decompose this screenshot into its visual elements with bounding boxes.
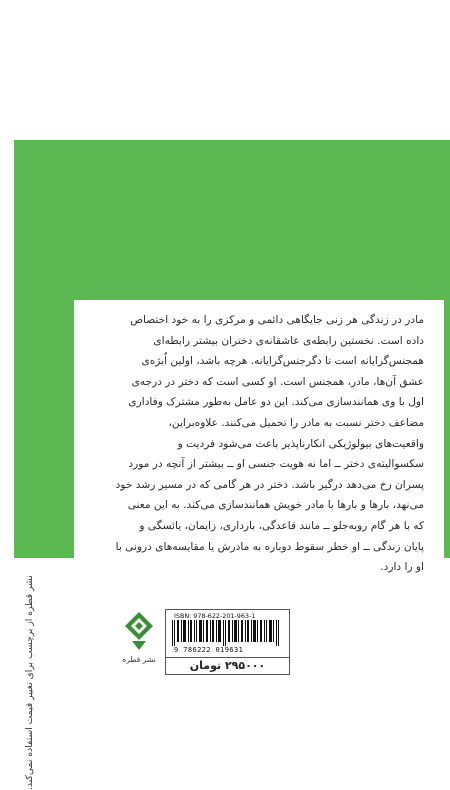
publisher-emblem-icon	[122, 610, 156, 658]
blurb-line: مادر در زندگی هر زنی جایگاهی دائمی و مرکزی را به خود اختصاص	[130, 314, 424, 326]
price-tag: ۲۹۵۰۰۰ تومان	[165, 657, 290, 675]
isbn-number: ISBN: 978-622-201-963-1	[174, 612, 256, 620]
barcode-digits: 9 786222 019631	[174, 646, 244, 654]
back-cover-blurb	[96, 310, 424, 578]
barcode-block	[165, 609, 290, 660]
blurb-line: واقعیت‌های بیولوژیکی انکارناپذیر باعث می‌شود فردیت و	[177, 437, 424, 450]
blurb-line: که با هر گام رو‌به‌جلو ــ مانند قاعدگی، بارداری، زایمان، یائسگی و	[139, 519, 424, 532]
blurb-line: پایان زندگی ــ او خطر سقوط دوباره به مادرش یا مقایسه‌های درونی با	[115, 540, 424, 553]
blurb-line: می‌نهد، بارها و بارها با مادر خویش همانندسازی می‌کند. به این معنی	[127, 499, 424, 512]
blurb-line: عشق آن‌ها، مادر، همجنس است. او کسی است که دختر در درجه‌ی	[131, 375, 424, 388]
blurb-line: او را دارد.	[380, 561, 424, 574]
price-label-note: نشر قطره از برچسب برای تغییر قیمت استفاده نمی‌کند.	[24, 575, 35, 790]
publisher-name: نشر قطره	[122, 655, 156, 664]
green-cover-band	[14, 140, 450, 574]
blurb-line: داده است. نخستین رابطه‌ی عاشقانه‌ی دختران بیشتر رابطه‌ای	[153, 334, 424, 347]
barcode-icon	[172, 620, 283, 646]
blurb-line: سکسوالیته‌ی دختر ــ اما نه هویت جنسی او ــ بیشتر از آنچه در مورد	[128, 458, 424, 471]
blurb-line: پسران رخ می‌دهد درگیر باشد. دختر در هر گامی که در مسیر رشد خود	[115, 478, 424, 491]
blurb-line: اول با وی همانندسازی می‌کند. این دو عامل به‌طور مشترک وفاداری	[128, 396, 424, 409]
blurb-line: مضاعف دختر نسبت به مادر را تحمیل می‌کنند. علاوه‌براین،	[168, 416, 424, 429]
blurb-line: همجنس‌گرایانه است تا دگرجنس‌گرایانه. هرچه باشد، اولین اُبژه‌ی	[141, 355, 424, 368]
